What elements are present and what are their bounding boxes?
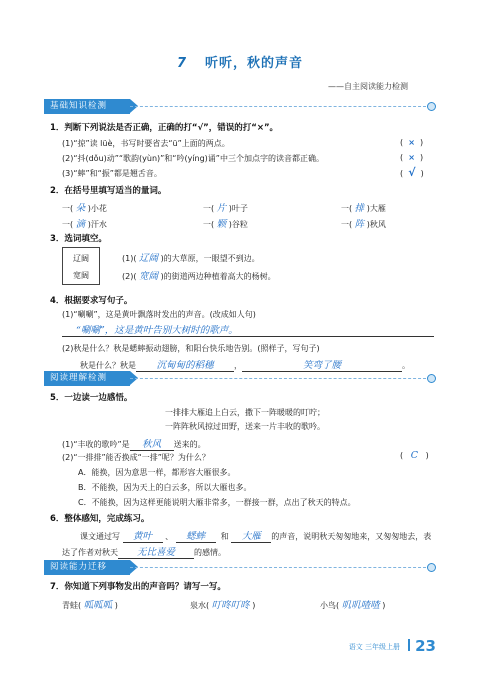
q1-answer-2: ( × ) [400,153,424,162]
q1-item-2: (2)“抖(dǒu)动”“歌韵(yùn)”和“吟(yíng)诵”中三个加点字的读音都正确。 [62,154,324,163]
q7-item-3: 小鸟( 叽叽喳喳 ) [320,600,386,611]
answer-mark: C [410,450,419,461]
q1-answer-3: ( √ ) [400,166,424,179]
q5-option-b: B．不能换，因为天上的白云多，所以大雁也多。 [78,483,252,492]
q7-item-1: 青蛙( 呱呱呱 ) [62,600,118,611]
q2-r1-c2: 一( 片 )叶子 [203,203,248,214]
section-band-reading [44,371,436,386]
question-4: 4．根据要求写句子。 [50,296,133,306]
circle-icon [427,102,436,111]
answer-text: 片 [216,203,227,214]
q1-item-1: (1)“掠”读 lüè，书写时要省去“ü”上面的两点。 [62,139,230,148]
question-2: 2．在括号里填写适当的量词。 [50,186,167,196]
answer-text: 叮咚叮咚 [211,600,250,611]
q2-r1-c3: 一( 排 )大雁 [341,203,386,214]
divider [130,567,426,568]
divider [130,378,426,379]
lesson-number: 7 [176,56,188,71]
q5-sub-2: (2)“一排排”能否换成“一排”呢？为什么？ [62,453,210,462]
section-title: 基础知识检测 [44,99,130,114]
answer-mark: √ [408,166,416,179]
answer-text: 叽叽喳喳 [341,600,380,611]
answer-text: 黄叶 [133,531,153,542]
page-number: 23 [415,637,436,655]
footer-text: 语文 三年级上册 [348,643,400,651]
question-3: 3．选词填空。 [50,234,107,244]
answer-text: 笑弯了腰 [302,360,341,371]
question-6: 6．整体感知，完成练习。 [50,514,150,524]
q4-prompt-2: (2)秋是什么？秋是蟋蟀振动翅膀，和阳台快乐地告别。(照样子，写句子) [62,344,320,353]
q1-item-3: (3)“蟀”和“振”都是翘舌音。 [62,169,162,178]
question-5: 5．一边读一边感悟。 [50,393,133,403]
q2-r2-c2: 一( 颗 )谷粒 [203,219,248,230]
section-band-basic [44,99,436,114]
answer-text: 大雁 [241,531,261,542]
q2-r1-c1: 一( 朵 )小花 [62,203,107,214]
answer-text: 沉甸甸的稻穗 [156,360,214,371]
lesson-title: 听听，秋的声音 [205,56,304,71]
answer-text: 朵 [75,203,86,214]
poem-line-2: 一阵阵秋风掠过田野，送来一片丰收的歌吟。 [165,422,325,431]
q5-sub-1: (1)“丰收的歌吟”是 秋风 送来的。 [62,436,206,451]
q4-answer-line-1 [62,322,434,337]
q1-answer-1: ( × ) [400,138,424,147]
page-title [0,52,480,71]
circle-icon [427,563,436,572]
footer-divider [408,639,410,651]
q3-sentence-1: (1)( 辽阔 )的大草原，一眼望不到边。 [122,253,260,264]
section-title: 阅读能力迁移 [44,560,130,575]
word-option: 辽阔 [73,254,89,263]
q7-item-2: 泉水( 叮咚叮咚 ) [190,600,256,611]
q6-line-1: 课文通过写 黄叶 、 蟋蟀 和 大雁 的声音，说明秋天匆匆地来，又匆匆地去，表 [80,528,431,543]
answer-text: 滴 [75,219,86,230]
answer-text: “唰唰”，这是黄叶告别大树时的歌声。 [76,325,238,336]
answer-mark: × [408,153,415,162]
question-7: 7．你知道下列事物发出的声音吗？请写一写。 [50,582,226,592]
page-subtitle: ——自主阅读能力检测 [328,82,408,91]
answer-text: 蟋蟀 [186,531,206,542]
section-band-transfer [44,560,436,575]
divider [130,106,426,107]
answer-text: 辽阔 [139,253,159,264]
q2-r2-c1: 一( 滴 )汗水 [62,219,107,230]
word-box [62,247,100,285]
answer-text: 阵 [354,219,365,230]
q3-sentence-2: (2)( 宽阔 )的街道两边种植着高大的杨树。 [122,271,276,282]
answer-text: 秋风 [142,439,162,450]
q5-option-a: A．能换，因为意思一样，都形容大雁很多。 [78,468,236,477]
answer-text: 排 [354,203,365,214]
answer-text: 颗 [216,219,227,230]
q2-r2-c3: 一( 阵 )秋风 [341,219,386,230]
q5-option-c: C．不能换，因为这样更能说明大雁非常多，一群接一群，点出了秋天的特点。 [78,498,356,507]
answer-text: 无比喜爱 [136,547,175,558]
q4-prompt-1: (1)“唰唰”，这是黄叶飘落时发出的声音。(改成如人句) [62,310,256,319]
poem-line-1: 一排排大雁追上白云，撒下一阵暖暖的叮咛； [165,408,325,417]
section-title: 阅读理解检测 [44,371,130,386]
q4-answer-2: 秋是什么？秋是 沉甸甸的稻穗 ， 笑弯了腰 。 [80,357,410,372]
word-option: 宽阔 [73,271,89,280]
q5-answer: ( C ) [400,450,429,461]
answer-text: 呱呱呱 [83,600,113,611]
q6-line-2: 达了作者对秋天 无比喜爱 的感情。 [62,544,226,559]
answer-text: 宽阔 [139,271,159,282]
question-1: 1．判断下列说法是否正确，正确的打“√”，错误的打“×”。 [50,123,279,133]
circle-icon [427,374,436,383]
answer-mark: × [408,138,415,147]
